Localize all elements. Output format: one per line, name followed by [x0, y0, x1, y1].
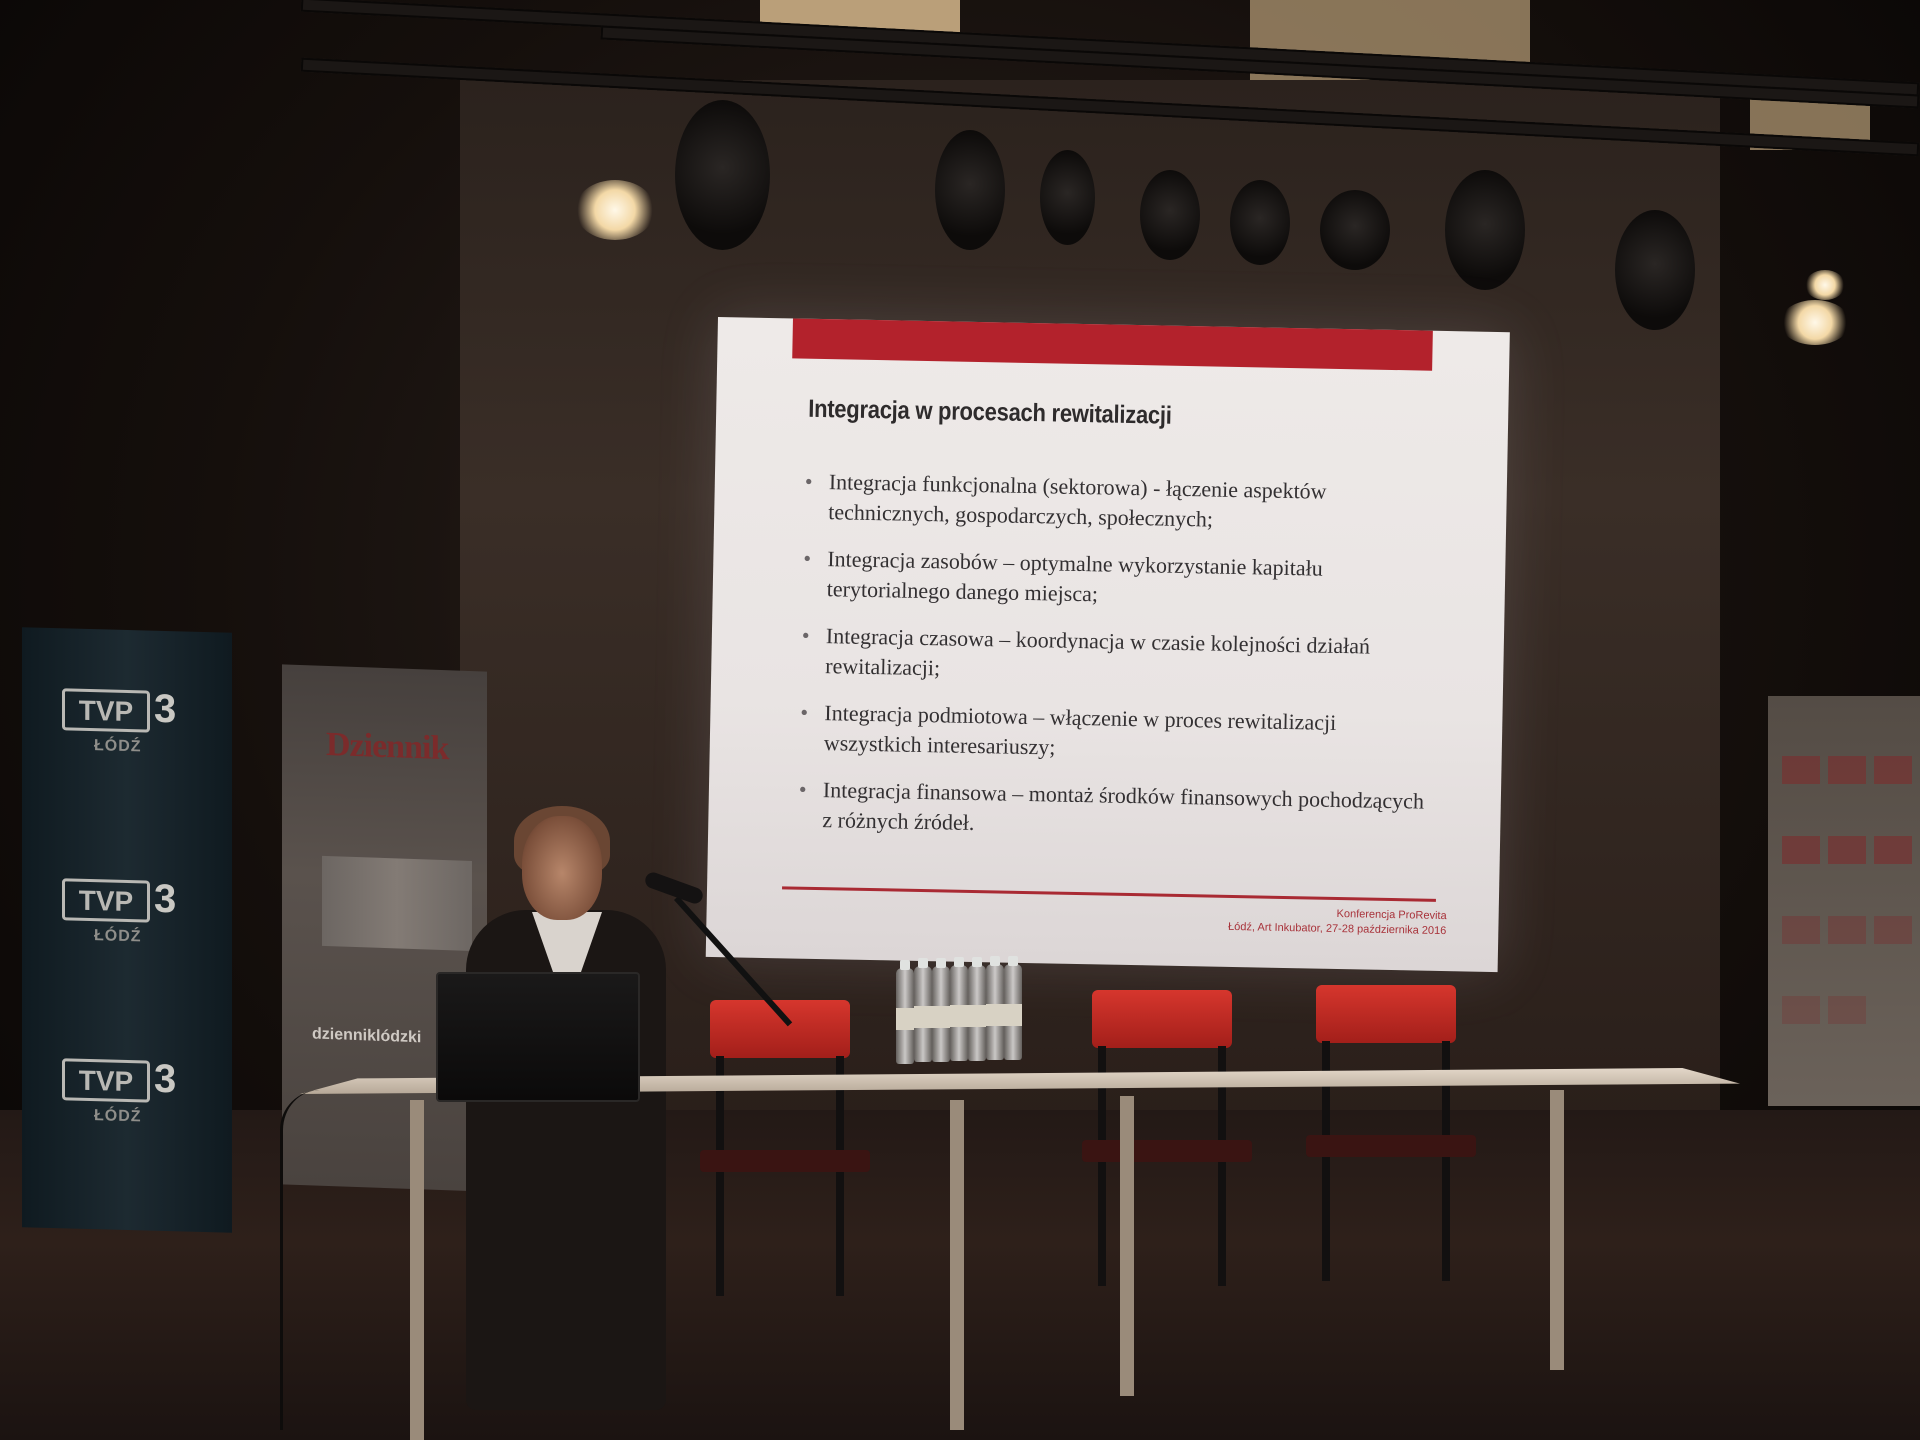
tvp3-logo: TVP 3 ŁÓDŹ: [62, 688, 190, 751]
bullet-dot-icon: •: [798, 776, 807, 802]
tvp3-logo: TVP 3 ŁÓDŹ: [62, 1058, 190, 1121]
bullet-dot-icon: •: [800, 699, 809, 725]
slide-bullet: • Integracja podmiotowa – włączenie w proces rewitalizacji wszystkich interesariuszy;: [800, 699, 1337, 760]
slide-footer-event: Konferencja ProRevita: [1336, 907, 1447, 923]
slide-title: Integracja w procesach rewitalizacji: [807, 394, 1172, 430]
bullet-dot-icon: •: [801, 622, 810, 648]
lighting-rig: [0, 0, 1920, 330]
projected-slide: [706, 317, 1510, 972]
dziennik-logo: Dziennik: [326, 725, 449, 768]
slide-bullet: • Integracja funkcjonalna (sektorowa) - łączenie aspektów technicznych, gospodarczych, społecznych;: [804, 468, 1327, 532]
poster-board: [1768, 696, 1920, 1106]
bullet-dot-icon: •: [804, 468, 813, 494]
slide-footer: [1228, 905, 1447, 939]
slide-bullet: • Integracja zasobów – optymalne wykorzystanie kapitału terytorialnego danego miejsca;: [803, 545, 1323, 607]
slide-footer-rule: [782, 886, 1436, 902]
dziennik-url: dzienniklódzki: [312, 1025, 422, 1047]
bullet-dot-icon: •: [803, 545, 812, 571]
tvp3-banner: [22, 627, 232, 1232]
tvp3-logo: TVP 3 ŁÓDŹ: [62, 878, 190, 941]
slide-bullet: • Integracja finansowa – montaż środków finansowych pochodzących z różnych źródeł.: [798, 776, 1425, 836]
slide-bullet-list: [796, 467, 1443, 864]
slide-footer-venue: Łódź, Art Inkubator, 27-28 października 2016: [1227, 920, 1447, 938]
cable: [280, 1090, 363, 1430]
laptop: [436, 972, 640, 1102]
slide-bullet: • Integracja czasowa – koordynacja w czasie kolejności działań rewitalizacji;: [801, 622, 1371, 681]
